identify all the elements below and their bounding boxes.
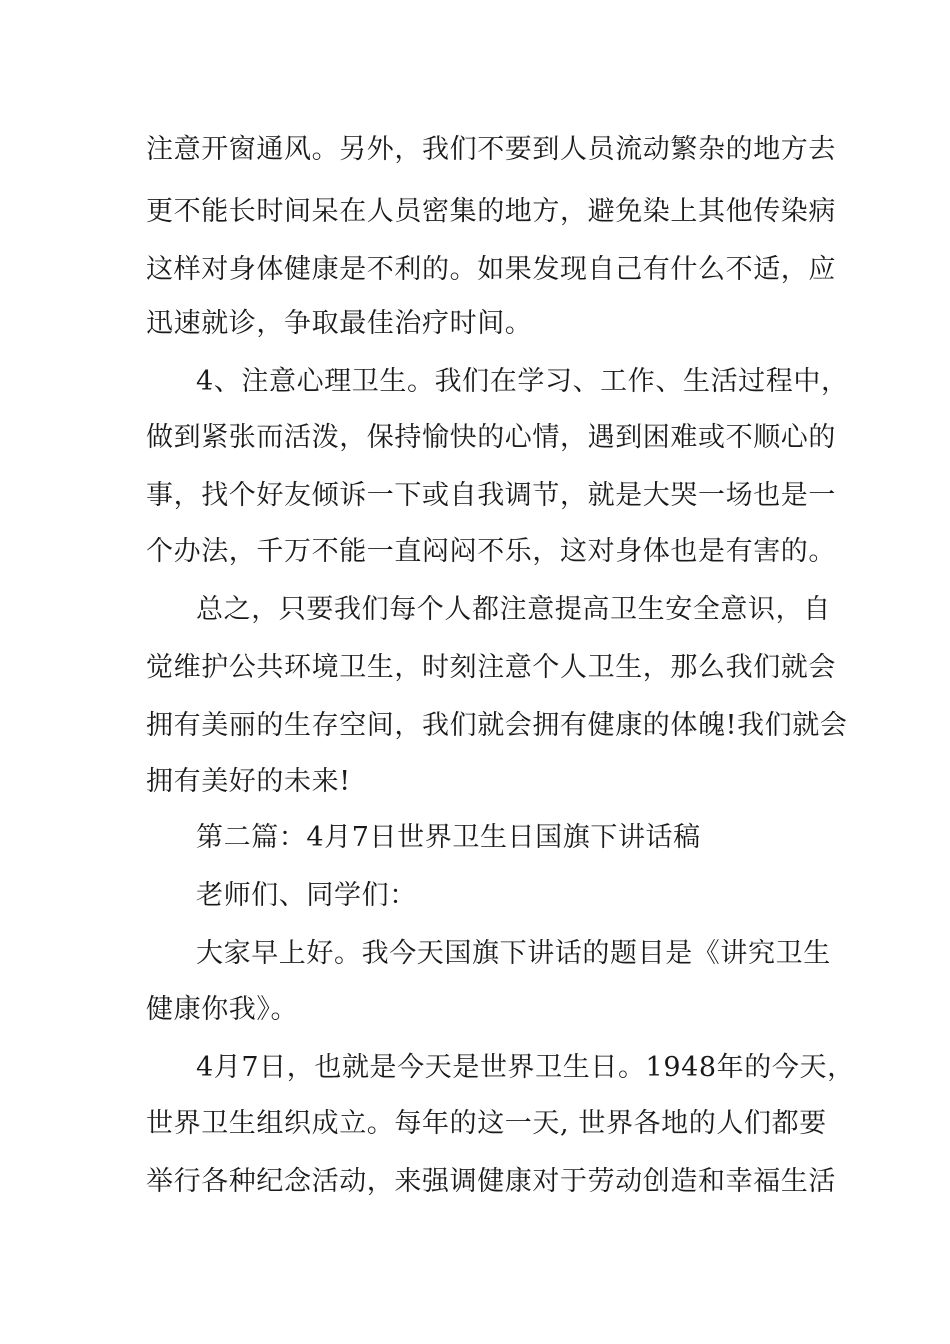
text-line: 事，找个好友倾诉一下或自我调节，就是大哭一场也是一 (146, 480, 836, 511)
text-line: 举行各种纪念活动，来强调健康对于劳动创造和幸福生活 (146, 1166, 836, 1197)
text-line: 世界卫生组织成立。每年的这一天, 世界各地的人们都要 (146, 1108, 827, 1139)
text-line: 迅速就诊，争取最佳治疗时间。 (146, 308, 533, 339)
text-line: 4、注意心理卫生。我们在学习、工作、生活过程中， (196, 366, 849, 397)
text-line: 总之，只要我们每个人都注意提高卫生安全意识，自 (196, 594, 831, 625)
text-line: 做到紧张而活泼，保持愉快的心情，遇到困难或不顺心的 (146, 422, 836, 453)
salutation: 老师们、同学们： (196, 880, 417, 911)
text-line: 大家早上好。我今天国旗下讲话的题目是《讲究卫生 (196, 938, 831, 969)
section-heading: 第二篇：4月7日世界卫生日国旗下讲话稿 (196, 822, 701, 853)
text-line: 个办法，千万不能一直闷闷不乐，这对身体也是有害的。 (146, 536, 836, 567)
text-line: 拥有美丽的生存空间，我们就会拥有健康的体魄!我们就会 (146, 710, 848, 741)
text-line: 拥有美好的未来! (146, 766, 351, 797)
text-line: 这样对身体健康是不利的。如果发现自己有什么不适，应 (146, 254, 836, 285)
text-line: 更不能长时间呆在人员密集的地方，避免染上其他传染病 (146, 196, 836, 227)
text-line: 4月7日，也就是今天是世界卫生日。1948年的今天， (196, 1052, 855, 1083)
text-line: 注意开窗通风。另外，我们不要到人员流动繁杂的地方去 (146, 134, 836, 165)
text-line: 健康你我》。 (146, 994, 299, 1025)
text-line: 觉维护公共环境卫生，时刻注意个人卫生，那么我们就会 (146, 652, 836, 683)
